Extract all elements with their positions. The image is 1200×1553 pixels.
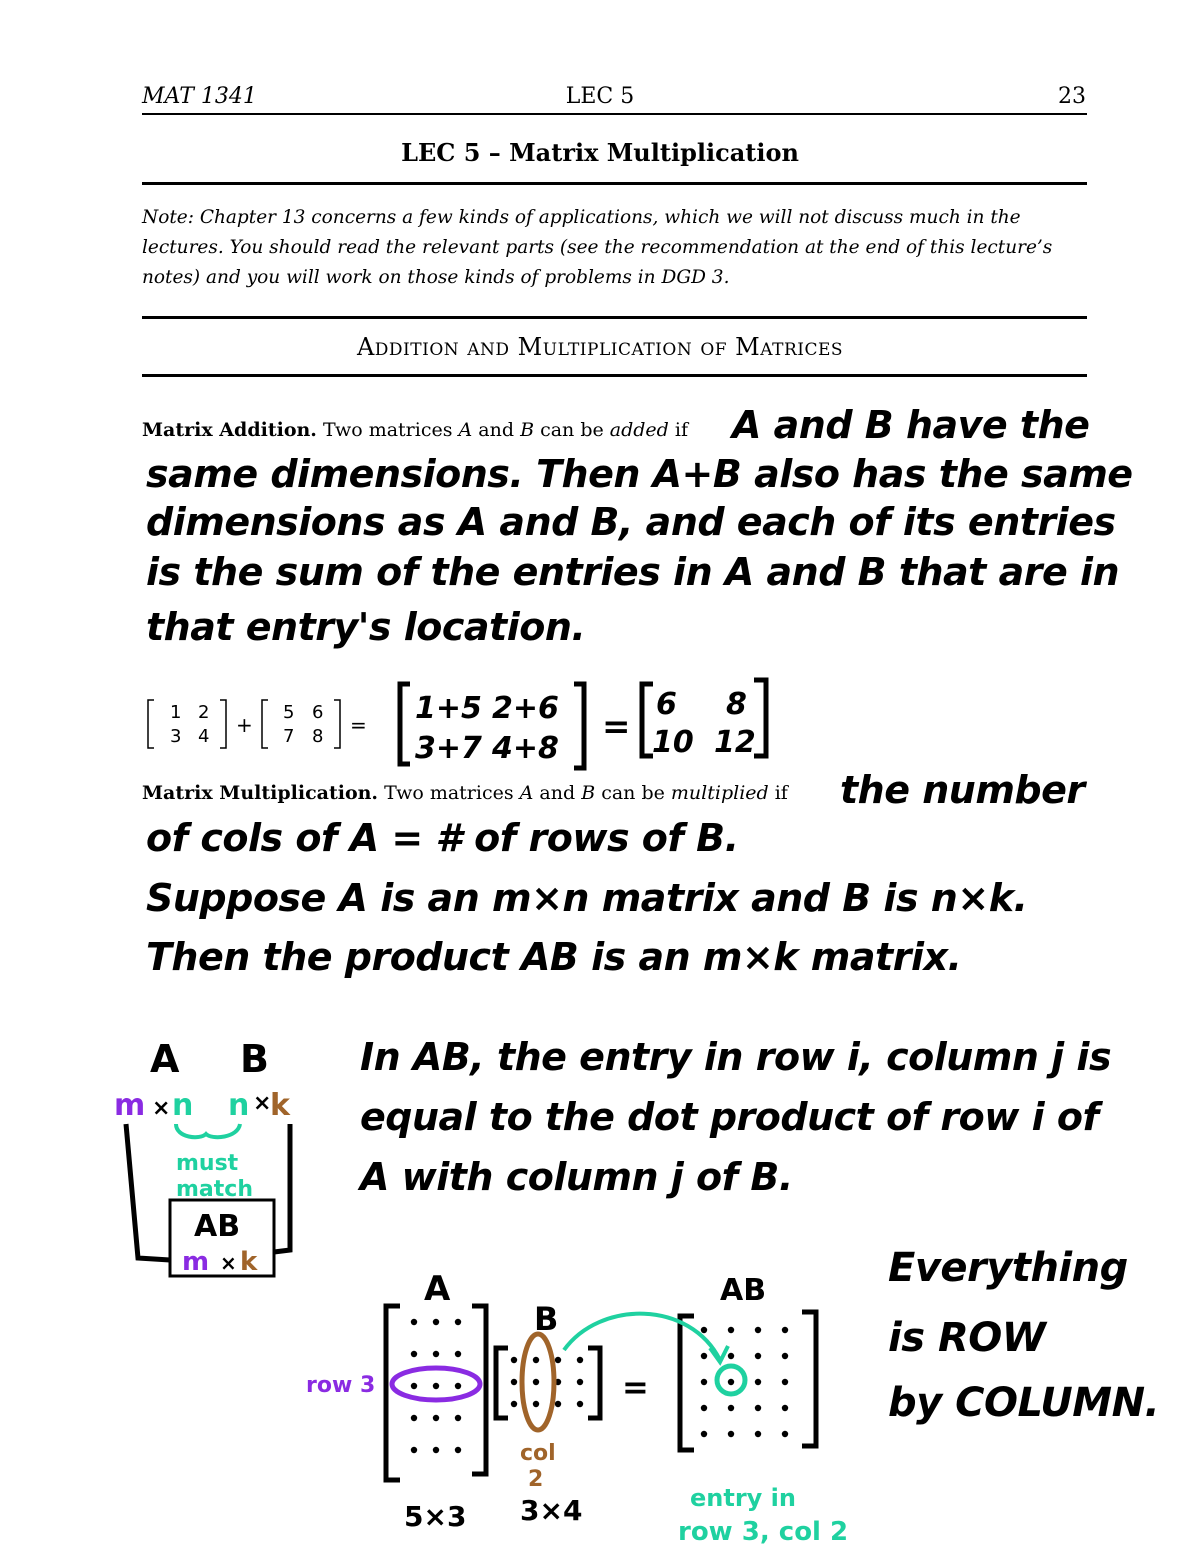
addition-handwriting-2: same dimensions. Then A+B also has the same (146, 452, 1133, 496)
A-dim-label: 5×3 (404, 1500, 467, 1533)
matrix-dot (782, 1327, 788, 1333)
sum-a: 1+5 (415, 691, 482, 726)
matrix-dot (782, 1431, 788, 1437)
equals-sign-1: = (350, 713, 367, 737)
matrix-dot (533, 1379, 539, 1385)
dimension-diagram (110, 1030, 320, 1280)
matrix-dot (455, 1351, 461, 1357)
matrix-dot (701, 1431, 707, 1437)
matrix-dot (411, 1415, 417, 1421)
addition-text: Two matrices A and B can be added if (322, 419, 688, 441)
dim-k2: k (240, 1247, 258, 1277)
m2-b: 6 (312, 702, 324, 723)
sum-c: 3+7 (415, 731, 482, 766)
matrix-dot (533, 1357, 539, 1363)
dim-times-3: × (220, 1251, 237, 1275)
matrix-dot (433, 1383, 439, 1389)
matrix-dot (728, 1405, 734, 1411)
m1-d: 4 (198, 726, 210, 747)
m1-b: 2 (198, 702, 210, 723)
sum-b: 2+6 (492, 691, 559, 726)
multiplication-handwriting-1: the number (840, 768, 1085, 812)
matrix-dot (755, 1405, 761, 1411)
m1-c: 3 (170, 726, 182, 747)
dim-m: m (114, 1088, 146, 1123)
multiplication-handwriting-2: of cols of A = # of rows of B. (146, 816, 739, 860)
result-d: 12 (714, 725, 756, 760)
matrix-dot (728, 1353, 734, 1359)
page-number: 23 (1058, 84, 1086, 109)
multiplication-handwriting-3: Suppose A is an m×n matrix and B is n×k. (146, 876, 1028, 920)
prod-A-label: A (424, 1269, 451, 1309)
matrix-dot (433, 1319, 439, 1325)
B-bracket-left (496, 1348, 508, 1418)
matrix-dot (728, 1327, 734, 1333)
m2-d: 8 (312, 726, 324, 747)
matrix-dot (577, 1357, 583, 1363)
matrix-dot (455, 1319, 461, 1325)
matrix-dot (728, 1379, 734, 1385)
col-label-2: 2 (528, 1467, 544, 1492)
addition-heading: Matrix Addition. (142, 419, 317, 441)
dim-k: k (270, 1088, 290, 1123)
matrix-dot (555, 1401, 561, 1407)
everything-line-3: by COLUMN. (888, 1380, 1160, 1426)
sum-d: 4+8 (492, 731, 559, 766)
product-diagram (300, 1260, 880, 1550)
multiplication-handwriting-4: Then the product AB is an m×k matrix. (146, 935, 962, 979)
matrix-dot (755, 1431, 761, 1437)
A-dots (411, 1319, 461, 1453)
matrix-dot (433, 1447, 439, 1453)
matrix-dot (555, 1357, 561, 1363)
addition-handwriting-1: A and B have the (732, 403, 1090, 447)
B-dim-label: 3×4 (520, 1494, 583, 1527)
matrix-dot (511, 1357, 517, 1363)
entry-label-2: row 3, col 2 (678, 1517, 849, 1547)
matrix-dot (755, 1327, 761, 1333)
matrix-dot (433, 1415, 439, 1421)
matrix-dot (728, 1431, 734, 1437)
AB-bracket-right (802, 1312, 816, 1446)
title-rule (142, 182, 1087, 185)
matrix-dot (455, 1447, 461, 1453)
section-title: Addition and Multiplication of Matrices (356, 333, 844, 361)
col-label-1: col (520, 1441, 556, 1466)
matrix-dot (411, 1447, 417, 1453)
matrix-dot (411, 1383, 417, 1389)
matrix-dot (433, 1351, 439, 1357)
matrix-dot (755, 1379, 761, 1385)
dim-AB-label: AB (194, 1209, 241, 1244)
m2-a: 5 (283, 702, 295, 723)
dim-m2: m (182, 1247, 210, 1277)
lecture-label: LEC 5 (565, 84, 635, 109)
m-connector (126, 1124, 170, 1260)
sum-matrix (400, 684, 584, 768)
entry-rule-2: equal to the dot product of row i of (360, 1095, 1099, 1139)
multiplication-definition (142, 782, 788, 804)
m1-a: 1 (170, 702, 182, 723)
result-b: 8 (726, 687, 747, 722)
matrix-dot (455, 1415, 461, 1421)
result-c: 10 (652, 725, 694, 760)
matrix-dot (701, 1405, 707, 1411)
matrix-1 (148, 700, 226, 748)
matrix-dot (755, 1353, 761, 1359)
everything-line-1: Everything (888, 1245, 1128, 1291)
matrix-dot (782, 1405, 788, 1411)
prod-equals: = (622, 1368, 649, 1406)
addition-example (140, 670, 800, 780)
matrix-dot (411, 1319, 417, 1325)
entry-label-1: entry in (690, 1484, 796, 1512)
equals-sign-2: = (602, 707, 631, 747)
entry-rule-1: In AB, the entry in row i, column j is (360, 1035, 1112, 1079)
result-matrix (642, 680, 766, 760)
matrix-dot (701, 1353, 707, 1359)
result-a: 6 (656, 687, 677, 722)
matrix-dot (782, 1353, 788, 1359)
multiplication-text: Two matrices A and B can be multiplied if (384, 782, 788, 804)
dim-B-label: B (240, 1037, 269, 1081)
course-code: MAT 1341 (142, 84, 257, 109)
match-bracket (176, 1124, 240, 1137)
addition-definition (142, 419, 688, 441)
matrix-2 (262, 700, 340, 748)
multiplication-heading: Matrix Multiplication. (142, 782, 379, 804)
dim-n1: n (172, 1088, 194, 1123)
everything-line-2: is ROW (888, 1315, 1046, 1361)
m2-c: 7 (283, 726, 295, 747)
prod-AB-label: AB (720, 1273, 767, 1308)
addition-handwriting-3: dimensions as A and B, and each of its entries (146, 500, 1116, 544)
k-connector (274, 1124, 290, 1252)
page-title: LEC 5 – Matrix Multiplication (401, 138, 799, 167)
matrix-dot (455, 1383, 461, 1389)
dim-A-label: A (150, 1037, 180, 1081)
dim-times-1: × (152, 1096, 171, 1121)
matrix-dot (511, 1401, 517, 1407)
matrix-dot (701, 1379, 707, 1385)
matrix-dot (701, 1327, 707, 1333)
dim-times-2: × (253, 1091, 272, 1116)
dim-n2: n (228, 1088, 250, 1123)
matrix-dot (511, 1379, 517, 1385)
B-bracket-right (588, 1348, 600, 1418)
prod-B-label: B (534, 1300, 559, 1338)
entry-rule-3: A with column j of B. (360, 1155, 793, 1199)
addition-handwriting-4: is the sum of the entries in A and B that are in (146, 550, 1120, 594)
matrix-dot (411, 1351, 417, 1357)
matrix-dot (782, 1379, 788, 1385)
section-rule-bottom (142, 374, 1087, 377)
matrix-dot (577, 1379, 583, 1385)
AB-bracket-left (680, 1316, 694, 1450)
addition-handwriting-5: that entry's location. (146, 605, 586, 649)
section-rule-top (142, 316, 1087, 319)
must-label: must (176, 1151, 239, 1176)
chapter-note: Note: Chapter 13 concerns a few kinds of applications, which we will not discuss much in the lectures. You should read the relevant parts (see the recommendation at the end of this lecture’s notes) and you will work on those kinds of problems in DGD 3. (142, 207, 1053, 288)
matrix-dot (533, 1401, 539, 1407)
header-rule (142, 113, 1087, 115)
match-label: match (176, 1177, 253, 1202)
row-label: row 3 (306, 1373, 376, 1398)
arrow-to-entry (564, 1314, 720, 1360)
plus-sign: + (236, 713, 253, 737)
matrix-dot (577, 1401, 583, 1407)
